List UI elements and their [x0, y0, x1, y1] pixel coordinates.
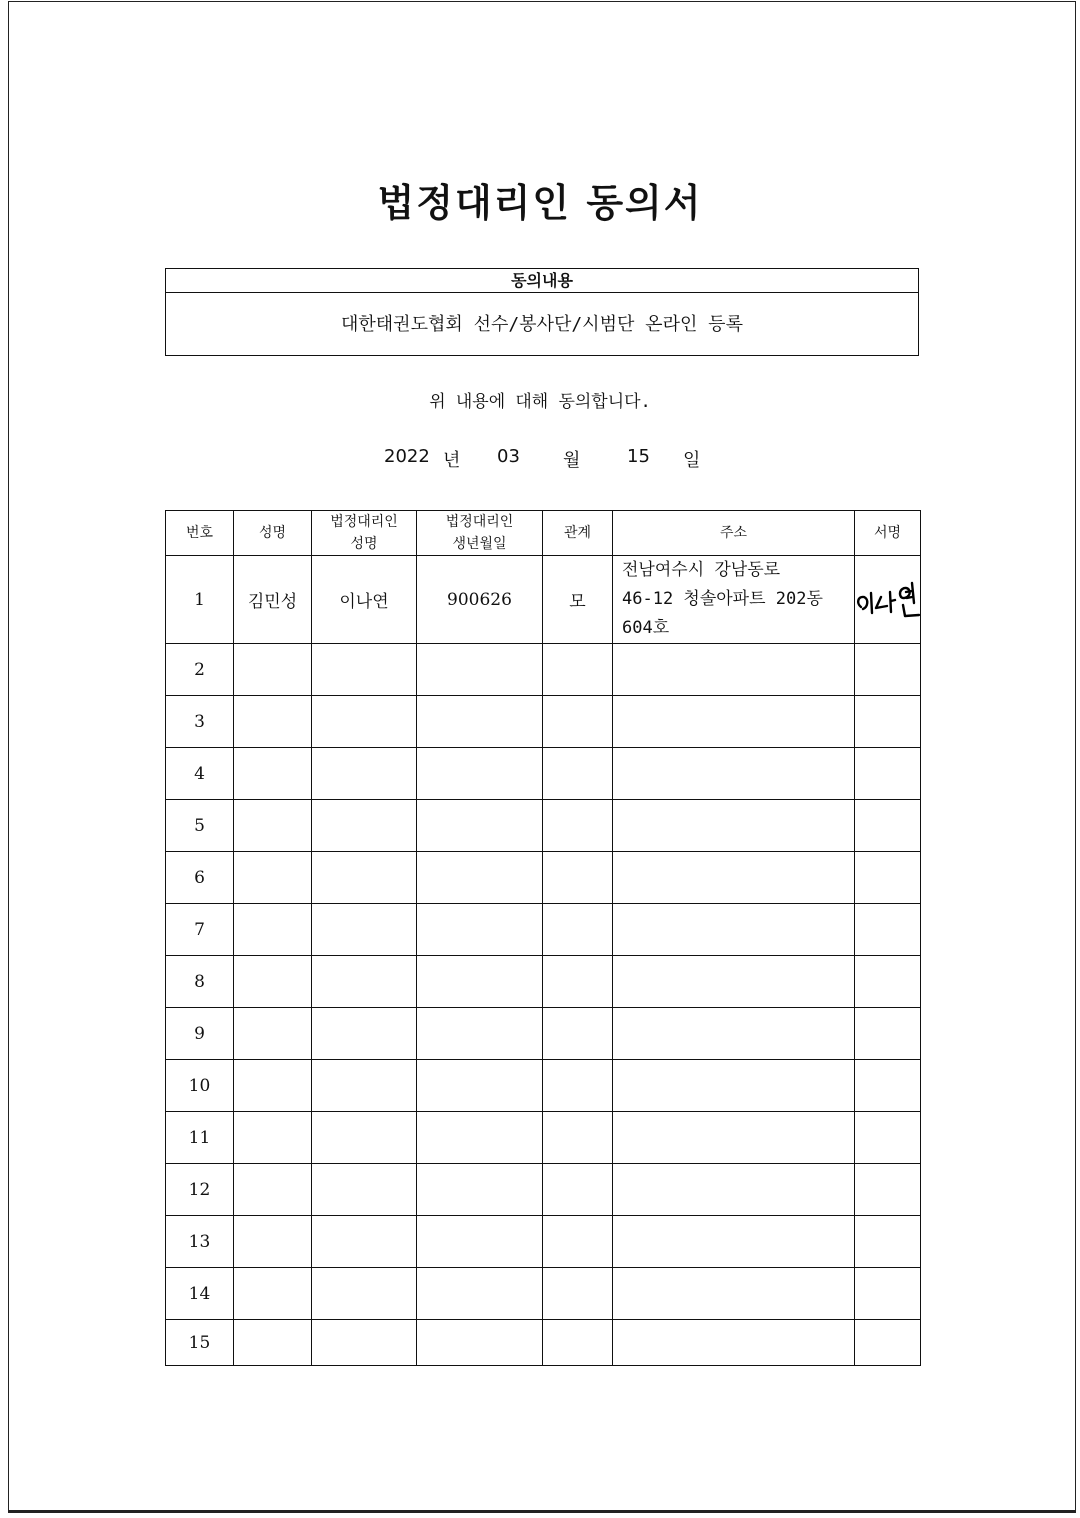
table-row [166, 556, 921, 644]
cell-guardian-name [312, 800, 417, 852]
cell-name [234, 1320, 312, 1366]
cell-name [234, 956, 312, 1008]
agreement-statement: 위 내용에 대해 동의합니다. [429, 392, 651, 412]
cell-address [613, 644, 855, 696]
cell-address [613, 1060, 855, 1112]
consent-content: 대한태권도협회 선수/봉사단/시범단 온라인 등록 [341, 314, 743, 335]
address-line2: 46-12 청솔아파트 202동 [622, 589, 823, 609]
cell-guardian-name [312, 1112, 417, 1164]
table-row [166, 852, 921, 904]
cell-guardian-birth [417, 644, 543, 696]
cell-address [613, 904, 855, 956]
cell-signature [855, 1112, 921, 1164]
cell-guardian-name: 이나연 [312, 556, 417, 644]
cell-relation [543, 1060, 613, 1112]
cell-signature [855, 1164, 921, 1216]
cell-name [234, 852, 312, 904]
cell-relation [543, 956, 613, 1008]
cell-guardian-birth [417, 748, 543, 800]
cell-relation: 모 [543, 556, 613, 644]
cell-guardian-birth [417, 1112, 543, 1164]
cell-address [613, 696, 855, 748]
cell-signature [855, 1008, 921, 1060]
cell-guardian-birth [417, 956, 543, 1008]
date-day-unit: 일 [683, 450, 701, 471]
address-line1: 전남여수시 강남동로 [622, 560, 781, 580]
cell-guardian-birth [417, 1164, 543, 1216]
table-row [166, 696, 921, 748]
cell-signature [855, 956, 921, 1008]
cell-number: 4 [166, 748, 234, 800]
cell-signature [855, 800, 921, 852]
cell-address [613, 1164, 855, 1216]
table-row [166, 644, 921, 696]
cell-signature [855, 1216, 921, 1268]
cell-guardian-birth [417, 1216, 543, 1268]
header-relation: 관계 [543, 511, 613, 556]
table-row [166, 1112, 921, 1164]
table-row [166, 956, 921, 1008]
cell-address [613, 1320, 855, 1366]
table-row [166, 904, 921, 956]
cell-signature [855, 644, 921, 696]
header-guardian-birth [417, 511, 543, 556]
cell-number: 3 [166, 696, 234, 748]
cell-guardian-name [312, 748, 417, 800]
cell-number: 7 [166, 904, 234, 956]
table-row [166, 1320, 921, 1366]
cell-guardian-name [312, 696, 417, 748]
cell-name [234, 1164, 312, 1216]
table-row [166, 1216, 921, 1268]
cell-signature [855, 852, 921, 904]
date-year-unit: 년 [443, 450, 461, 471]
cell-name [234, 1008, 312, 1060]
header-guardian-name [312, 511, 417, 556]
cell-name [234, 1216, 312, 1268]
cell-relation [543, 852, 613, 904]
guardian-table [165, 510, 921, 1366]
cell-relation [543, 1112, 613, 1164]
cell-name [234, 1112, 312, 1164]
cell-number: 1 [166, 556, 234, 644]
cell-guardian-birth [417, 696, 543, 748]
cell-guardian-birth [417, 1008, 543, 1060]
cell-guardian-name [312, 1008, 417, 1060]
header-guardian-birth-line1: 법정대리인 [445, 514, 514, 530]
cell-guardian-birth [417, 800, 543, 852]
cell-guardian-name [312, 1216, 417, 1268]
header-signature: 서명 [855, 511, 921, 556]
cell-guardian-name [312, 956, 417, 1008]
cell-signature [855, 556, 921, 644]
address-line3: 604호 [622, 618, 670, 638]
cell-relation [543, 696, 613, 748]
table-row [166, 748, 921, 800]
cell-signature [855, 748, 921, 800]
table-row [166, 1008, 921, 1060]
cell-name [234, 644, 312, 696]
cell-relation [543, 644, 613, 696]
cell-relation [543, 1268, 613, 1320]
date-month-unit: 월 [563, 450, 581, 471]
cell-guardian-name [312, 1320, 417, 1366]
cell-relation [543, 1008, 613, 1060]
cell-relation [543, 1216, 613, 1268]
cell-relation [543, 1320, 613, 1366]
cell-guardian-birth [417, 1060, 543, 1112]
cell-address [613, 1216, 855, 1268]
consent-heading: 동의내용 [166, 269, 918, 293]
cell-address [613, 1112, 855, 1164]
cell-address [613, 1008, 855, 1060]
cell-address [613, 956, 855, 1008]
cell-name [234, 748, 312, 800]
cell-relation [543, 1164, 613, 1216]
cell-guardian-birth [417, 904, 543, 956]
cell-number: 13 [166, 1216, 234, 1268]
header-address: 주소 [613, 511, 855, 556]
cell-guardian-name [312, 852, 417, 904]
header-guardian-birth-line2: 생년월일 [452, 536, 507, 552]
cell-signature [855, 1268, 921, 1320]
handwritten-signature [855, 570, 921, 630]
cell-signature [855, 1320, 921, 1366]
cell-name [234, 1268, 312, 1320]
cell-name [234, 1060, 312, 1112]
cell-number: 8 [166, 956, 234, 1008]
cell-guardian-name [312, 1060, 417, 1112]
cell-guardian-name [312, 904, 417, 956]
cell-name [234, 904, 312, 956]
cell-number: 15 [166, 1320, 234, 1366]
cell-address [613, 1268, 855, 1320]
cell-relation [543, 904, 613, 956]
cell-guardian-name [312, 1164, 417, 1216]
cell-name: 김민성 [234, 556, 312, 644]
cell-address [613, 800, 855, 852]
table-row [166, 800, 921, 852]
header-number: 번호 [166, 511, 234, 556]
cell-guardian-birth [417, 1268, 543, 1320]
cell-number: 11 [166, 1112, 234, 1164]
table-row [166, 1060, 921, 1112]
cell-number: 9 [166, 1008, 234, 1060]
cell-guardian-name [312, 1268, 417, 1320]
consent-box [165, 268, 919, 356]
date-day: 15 [627, 446, 650, 467]
cell-address [613, 748, 855, 800]
cell-number: 10 [166, 1060, 234, 1112]
cell-guardian-birth [417, 1320, 543, 1366]
date-month: 03 [497, 446, 520, 467]
cell-address [613, 852, 855, 904]
header-guardian-name-line1: 법정대리인 [330, 514, 398, 530]
cell-name [234, 696, 312, 748]
table-row [166, 1164, 921, 1216]
table-row [166, 1268, 921, 1320]
cell-number: 5 [166, 800, 234, 852]
cell-signature [855, 696, 921, 748]
cell-signature [855, 1060, 921, 1112]
date-year: 2022 [384, 446, 430, 467]
cell-number: 6 [166, 852, 234, 904]
cell-relation [543, 748, 613, 800]
table-header-row [166, 511, 921, 556]
page-title: 법정대리인 동의서 [377, 181, 703, 225]
header-name: 성명 [234, 511, 312, 556]
header-guardian-name-line2: 성명 [350, 536, 378, 552]
cell-guardian-birth [417, 852, 543, 904]
cell-relation [543, 800, 613, 852]
cell-number: 2 [166, 644, 234, 696]
cell-guardian-name [312, 644, 417, 696]
cell-guardian-birth: 900626 [417, 556, 543, 644]
cell-number: 12 [166, 1164, 234, 1216]
cell-name [234, 800, 312, 852]
cell-address [613, 556, 855, 644]
cell-signature [855, 904, 921, 956]
cell-number: 14 [166, 1268, 234, 1320]
